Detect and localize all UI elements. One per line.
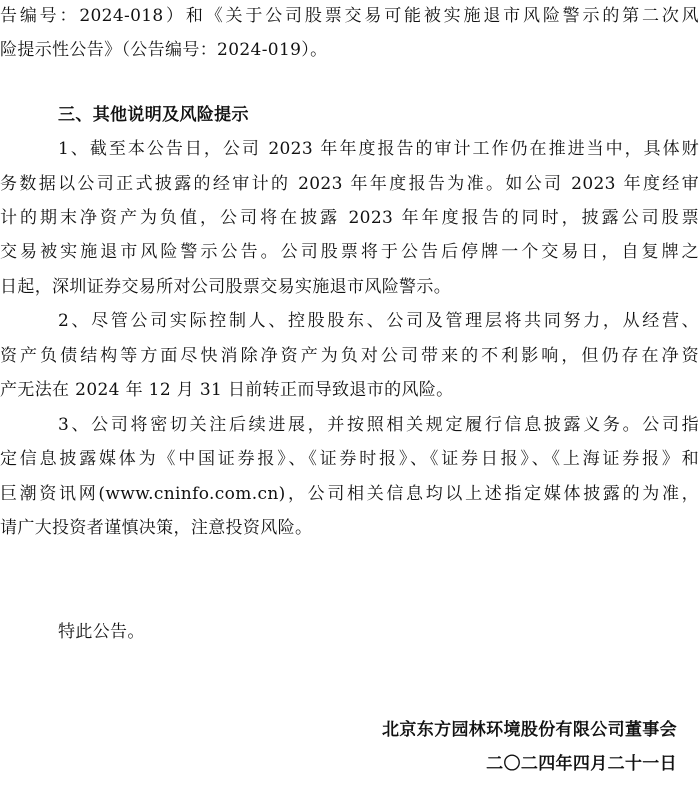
item2-line-1: 2、尽管公司实际控制人、控股股东、公司及管理层将共同努力，从经营、 (58, 311, 699, 331)
item2-line-3: 产无法在 2024 年 12 月 31 日前转正而导致退市的风险。 (0, 380, 454, 400)
item1-line-3: 计的期末净资产为负值，公司将在披露 2023 年年度报告的同时，披露公司股票 (0, 208, 699, 228)
signature-company: 北京东方园林环境股份有限公司董事会 (382, 720, 677, 740)
intro-line-2: 险提示性公告》（公告编号：2024-019）。 (0, 40, 328, 60)
item3-line-3: 巨潮资讯网(www.cninfo.com.cn)，公司相关信息均以上述指定媒体披露的为准， (0, 484, 699, 504)
intro-line-1: 告编号：2024-018）和《关于公司股票交易可能被实施退市风险警示的第二次风 (0, 6, 699, 26)
section-heading: 三、其他说明及风险提示 (58, 105, 249, 125)
item3-line-1: 3、公司将密切关注后续进展，并按照相关规定履行信息披露义务。公司指 (58, 415, 699, 435)
item2-line-2: 资产负债结构等方面尽快消除净资产为负对公司带来的不利影响，但仍存在净资 (0, 346, 699, 366)
item3-line-4: 请广大投资者谨慎决策，注意投资风险。 (0, 518, 313, 538)
item1-line-4: 交易被实施退市风险警示公告。公司股票将于公告后停牌一个交易日，自复牌之 (0, 242, 699, 262)
item3-line-2: 定信息披露媒体为《中国证券报》、《证券时报》、《证券日报》、《上海证券报》和 (0, 449, 699, 469)
signature-date: 二〇二四年四月二十一日 (486, 754, 677, 774)
item1-line-5: 日起，深圳证券交易所对公司股票交易实施退市风险警示。 (0, 277, 452, 297)
closing-text: 特此公告。 (58, 622, 145, 642)
item1-line-1: 1、截至本公告日，公司 2023 年年度报告的审计工作仍在推进当中，具体财 (58, 139, 699, 159)
item1-line-2: 务数据以公司正式披露的经审计的 2023 年年度报告为准。如公司 2023 年度经审 (0, 174, 699, 194)
